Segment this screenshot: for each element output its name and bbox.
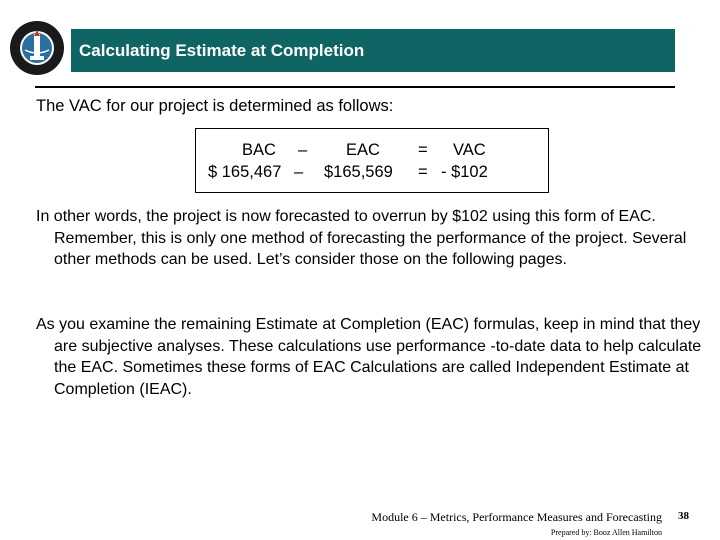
body-paragraph: As you examine the remaining Estimate at Completion (EAC) formulas, keep in mind that they are subjective analyses. These calculations use performance -to-date data to help calculate the EAC. Sometimes these forms of EAC Calculations are called Independent Estimate at Completion (IEAC). bbox=[36, 316, 702, 398]
header-divider bbox=[35, 86, 675, 88]
formula-vac-label: VAC bbox=[453, 141, 486, 159]
formula-row-values bbox=[196, 163, 548, 183]
formula-minus: – bbox=[294, 163, 304, 181]
formula-box bbox=[195, 128, 549, 193]
formula-bac-label: BAC bbox=[242, 141, 276, 159]
formula-row-labels bbox=[196, 141, 548, 161]
formula-equals: = bbox=[418, 141, 428, 159]
title-bar bbox=[71, 29, 675, 72]
formula-eac-value: $165,569 bbox=[324, 163, 393, 181]
booz-allen-hamilton-seal-icon bbox=[9, 20, 65, 76]
footer-module-title: Module 6 – Metrics, Performance Measures and Forecasting bbox=[371, 510, 662, 524]
body-paragraph: In other words, the project is now forecasted to overrun by $102 using this form of EAC. Remember, this is only one method of forecasting the performance of the project. Several other methods can be used. Let’s consider those on the following pages. bbox=[36, 208, 687, 268]
page-number: 38 bbox=[678, 510, 689, 522]
footer-prepared-by: Prepared by: Booz Allen Hamilton bbox=[550, 528, 662, 537]
page-title: Calculating Estimate at Completion bbox=[79, 40, 365, 60]
formula-minus: – bbox=[298, 141, 308, 159]
company-logo bbox=[9, 20, 65, 76]
formula-eac-label: EAC bbox=[346, 141, 380, 159]
intro-text: The VAC for our project is determined as follows: bbox=[36, 97, 394, 115]
formula-vac-value: - $102 bbox=[441, 163, 488, 181]
formula-bac-value: $ 165,467 bbox=[208, 163, 282, 181]
formula-equals: = bbox=[418, 163, 428, 181]
